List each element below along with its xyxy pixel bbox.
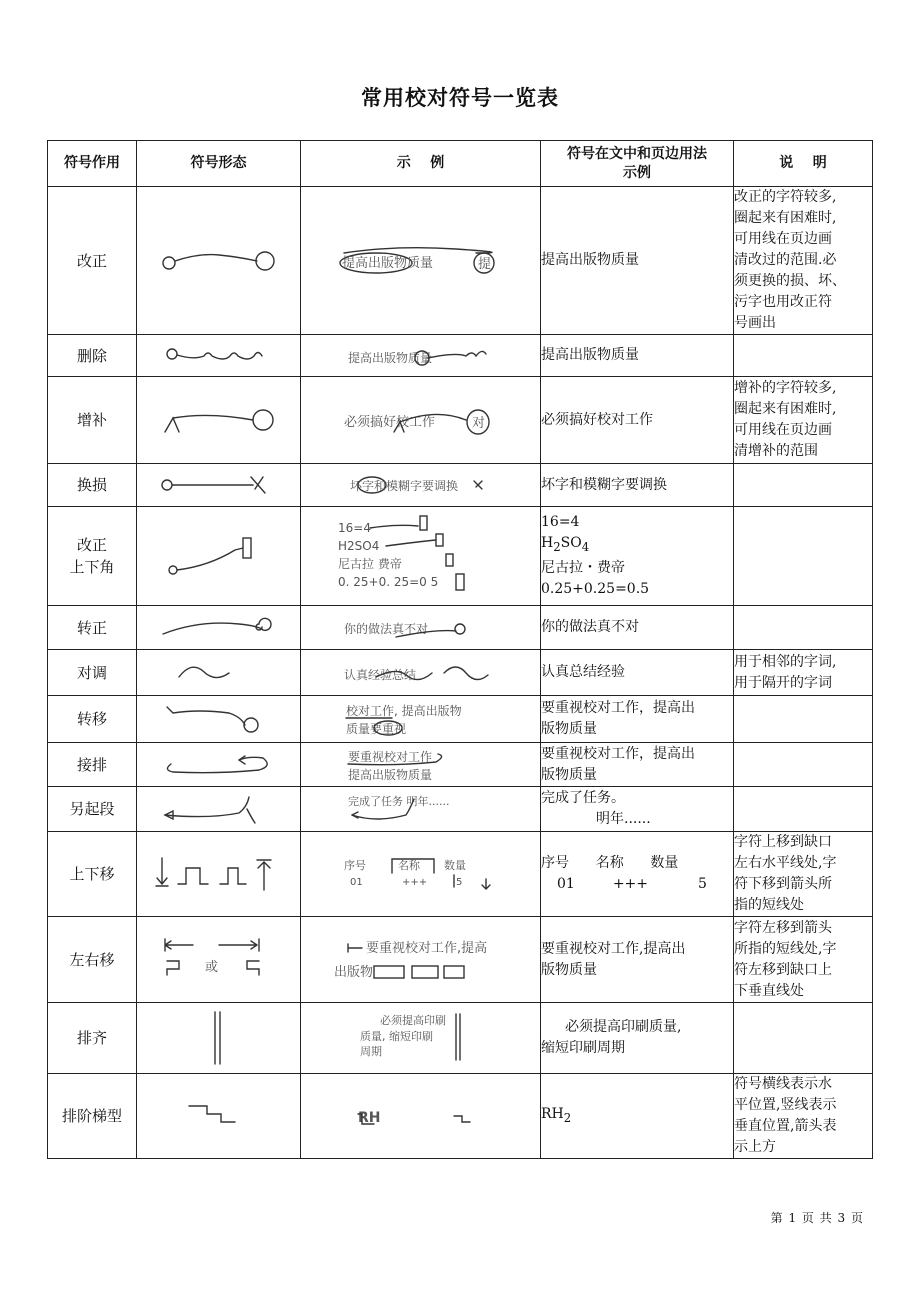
table-row bbox=[48, 787, 873, 832]
row-function: 对调 bbox=[48, 650, 137, 696]
example-text: 数量 bbox=[443, 859, 466, 872]
note-line: 可用线在页边画 bbox=[734, 231, 832, 247]
example-line: 必须提高印刷 bbox=[379, 1014, 446, 1027]
row-usage bbox=[541, 917, 734, 1003]
note-line: 指的短线处 bbox=[734, 897, 804, 913]
table-row bbox=[48, 696, 873, 743]
note-line: 清改过的范围.必 bbox=[734, 252, 837, 268]
usage-line bbox=[541, 874, 733, 895]
row-function: 转正 bbox=[48, 606, 137, 650]
row-note bbox=[734, 696, 873, 743]
usage-line bbox=[541, 533, 733, 558]
delete-symbol-icon bbox=[137, 335, 301, 377]
row-example bbox=[301, 1003, 541, 1074]
example-line: 要重视校对工作 bbox=[347, 749, 432, 764]
usage-line: 要重视校对工作,提高出 bbox=[541, 940, 686, 957]
example-mark: 提 bbox=[477, 256, 491, 272]
usage-subscript: 2 bbox=[563, 1110, 572, 1125]
header-example: 示 例 bbox=[301, 141, 541, 187]
join-symbol-icon bbox=[137, 743, 301, 787]
row-note bbox=[734, 650, 873, 696]
usage-line: 16=4 bbox=[541, 514, 580, 531]
row-example bbox=[301, 787, 541, 832]
example-text: 必须搞好校工作 bbox=[343, 415, 435, 430]
usage-subscript: 2 bbox=[553, 539, 561, 554]
row-note bbox=[734, 1074, 873, 1159]
usage-fragment: H bbox=[541, 535, 554, 552]
example-line: 0. 25+0. 25=0 5 bbox=[337, 575, 438, 589]
example-text: 提高出版物质量 bbox=[347, 350, 432, 365]
header-note: 说 明 bbox=[734, 141, 873, 187]
row-example bbox=[301, 1074, 541, 1159]
note-line: 增补的字符较多, bbox=[734, 380, 837, 396]
usage-cell: +++ bbox=[612, 876, 649, 892]
example-line: 质量, 缩短印刷 bbox=[359, 1030, 433, 1043]
example-text: 认真经验总结 bbox=[343, 667, 416, 682]
move-symbol-icon bbox=[137, 696, 301, 743]
row-note bbox=[734, 464, 873, 507]
usage-subscript: 4 bbox=[581, 539, 590, 554]
staircase-symbol-icon bbox=[137, 1074, 301, 1159]
row-example bbox=[301, 917, 541, 1003]
example-text: 名称 bbox=[397, 859, 420, 872]
usage-line: 提高出版物质量 bbox=[541, 252, 639, 268]
row-function bbox=[48, 507, 137, 606]
table-row bbox=[48, 187, 873, 335]
row-note bbox=[734, 377, 873, 464]
table-row bbox=[48, 1074, 873, 1159]
usage-line bbox=[541, 853, 733, 874]
usage-line: 你的做法真不对 bbox=[541, 619, 639, 635]
header-function: 符号作用 bbox=[48, 141, 137, 187]
usage-line: 版物质量 bbox=[541, 961, 597, 978]
row-usage bbox=[541, 696, 734, 743]
example-line: 出版物 bbox=[333, 964, 373, 980]
row-usage bbox=[541, 650, 734, 696]
usage-line: 坏字和模糊字要调换 bbox=[541, 476, 667, 493]
superscript-symbol-icon bbox=[137, 507, 301, 606]
row-example bbox=[301, 507, 541, 606]
row-example bbox=[301, 335, 541, 377]
note-line: 所指的短线处,字 bbox=[734, 940, 837, 957]
new-paragraph-symbol-icon bbox=[137, 787, 301, 832]
usage-line: 版物质量 bbox=[541, 721, 597, 737]
header-usage bbox=[541, 141, 734, 187]
example-text: 01 bbox=[349, 877, 363, 888]
example-text: 完成了任务 明年...... bbox=[347, 795, 449, 808]
row-usage bbox=[541, 606, 734, 650]
swap-symbol-icon bbox=[137, 650, 301, 696]
table-row bbox=[48, 606, 873, 650]
note-line: 字符上移到缺口 bbox=[734, 834, 832, 850]
usage-cell: 01 bbox=[557, 876, 575, 892]
row-note bbox=[734, 606, 873, 650]
header-row bbox=[48, 141, 873, 187]
note-line: 圈起来有困难时, bbox=[734, 401, 837, 417]
proofreading-symbols-table bbox=[47, 140, 873, 1159]
note-line: 字符左移到箭头 bbox=[734, 919, 832, 936]
usage-line: 认真总结经验 bbox=[541, 664, 625, 680]
correction-symbol-icon bbox=[137, 187, 301, 335]
note-line: 符下移到箭头所 bbox=[734, 876, 832, 892]
header-usage-line2: 示例 bbox=[623, 164, 651, 181]
table-row bbox=[48, 377, 873, 464]
row-function: 删除 bbox=[48, 335, 137, 377]
row-example bbox=[301, 606, 541, 650]
header-shape: 符号形态 bbox=[137, 141, 301, 187]
row-note bbox=[734, 787, 873, 832]
row-usage bbox=[541, 787, 734, 832]
note-line: 清增补的范围 bbox=[734, 443, 818, 459]
row-function: 换损 bbox=[48, 464, 137, 507]
example-text: 序号 bbox=[343, 859, 366, 872]
row-usage bbox=[541, 335, 734, 377]
row-note bbox=[734, 335, 873, 377]
row-note bbox=[734, 1003, 873, 1074]
row-note bbox=[734, 507, 873, 606]
usage-cell: 数量 bbox=[650, 855, 679, 871]
usage-line: 0.25+0.25=0.5 bbox=[541, 580, 650, 597]
row-usage bbox=[541, 187, 734, 335]
usage-line: 完成了任务。 bbox=[541, 790, 625, 806]
usage-fragment: SO bbox=[560, 535, 582, 552]
usage-line: 缩短印刷周期 bbox=[541, 1040, 625, 1056]
rotate-symbol-icon bbox=[137, 606, 301, 650]
row-note bbox=[734, 743, 873, 787]
note-line: 号画出 bbox=[734, 315, 776, 331]
usage-fragment: RH bbox=[541, 1105, 564, 1122]
usage-line: 明年...... bbox=[596, 811, 651, 827]
row-function: 排阶梯型 bbox=[48, 1074, 137, 1159]
usage-line: 要重视校对工作，提高出 bbox=[541, 700, 695, 716]
note-line: 下垂直线处 bbox=[734, 982, 804, 999]
row-usage bbox=[541, 1074, 734, 1159]
table-row bbox=[48, 832, 873, 917]
table-row bbox=[48, 917, 873, 1003]
row-function: 上下移 bbox=[48, 832, 137, 917]
row-function: 左右移 bbox=[48, 917, 137, 1003]
row-example bbox=[301, 464, 541, 507]
row-usage bbox=[541, 377, 734, 464]
note-line: 用于隔开的字词 bbox=[734, 674, 832, 691]
example-text: 提高出版物质量 bbox=[341, 255, 433, 271]
header-usage-line1: 符号在文中和页边用法 bbox=[567, 145, 707, 162]
insert-symbol-icon bbox=[137, 377, 301, 464]
align-symbol-icon bbox=[137, 1003, 301, 1074]
example-line: H2SO4 bbox=[337, 539, 379, 553]
example-text: 坏字和模糊字要调换 bbox=[349, 479, 458, 493]
example-text: RH bbox=[357, 1110, 380, 1126]
row-function: 接排 bbox=[48, 743, 137, 787]
page-footer: 第 1 页 共 3 页 bbox=[770, 1211, 864, 1225]
row-example bbox=[301, 696, 541, 743]
note-line: 圈起来有困难时, bbox=[734, 210, 837, 226]
example-text: 你的做法真不对 bbox=[343, 621, 428, 636]
row-function: 另起段 bbox=[48, 787, 137, 832]
usage-line bbox=[541, 1104, 733, 1129]
example-line: 周期 bbox=[359, 1045, 382, 1058]
row-usage bbox=[541, 1003, 734, 1074]
note-line: 改正的字符较多, bbox=[734, 189, 837, 205]
row-example bbox=[301, 650, 541, 696]
row-function: 转移 bbox=[48, 696, 137, 743]
example-line: 尼古拉 费帝 bbox=[337, 557, 402, 571]
row-example bbox=[301, 743, 541, 787]
row-function: 增补 bbox=[48, 377, 137, 464]
row-example bbox=[301, 377, 541, 464]
row-function: 改正 bbox=[48, 187, 137, 335]
row-note bbox=[734, 187, 873, 335]
function-line: 上下角 bbox=[69, 558, 115, 576]
usage-line: 必须提高印刷质量, bbox=[565, 1019, 682, 1035]
example-text: +++ bbox=[401, 877, 427, 888]
note-line: 可用线在页边画 bbox=[734, 422, 832, 438]
usage-line: 必须搞好校对工作 bbox=[541, 411, 653, 428]
note-line: 须更换的损、坏、 bbox=[734, 273, 846, 289]
row-example bbox=[301, 187, 541, 335]
vertical-move-symbol-icon bbox=[137, 832, 301, 917]
row-usage bbox=[541, 464, 734, 507]
example-text: 5 bbox=[455, 877, 462, 888]
row-usage bbox=[541, 743, 734, 787]
usage-cell: 5 bbox=[698, 876, 707, 892]
table-row bbox=[48, 464, 873, 507]
row-usage bbox=[541, 507, 734, 606]
note-line: 用于相邻的字词, bbox=[734, 653, 837, 670]
page-title: 常用校对符号一览表 bbox=[361, 86, 559, 110]
row-note bbox=[734, 917, 873, 1003]
note-line: 左右水平线处,字 bbox=[734, 855, 837, 871]
usage-cell: 序号 bbox=[541, 855, 569, 871]
note-line: 平位置,竖线表示 bbox=[734, 1097, 837, 1113]
example-line: 16=4 bbox=[337, 521, 371, 535]
table-row bbox=[48, 1003, 873, 1074]
row-example bbox=[301, 832, 541, 917]
usage-line: 提高出版物质量 bbox=[541, 347, 639, 363]
example-line: 质量要重视 bbox=[345, 722, 406, 736]
usage-line: 要重视校对工作，提高出 bbox=[541, 745, 695, 762]
table-row bbox=[48, 743, 873, 787]
table-row bbox=[48, 335, 873, 377]
note-line: 符左移到缺口上 bbox=[734, 961, 832, 978]
note-line: 污字也用改正符 bbox=[734, 294, 832, 310]
horizontal-move-symbol-icon bbox=[137, 917, 301, 1003]
note-line: 垂直位置,箭头表 bbox=[734, 1118, 837, 1134]
example-line: 提高出版物质量 bbox=[347, 767, 432, 782]
table-row bbox=[48, 650, 873, 696]
row-note bbox=[734, 832, 873, 917]
example-line: 校对工作, 提高出版物 bbox=[345, 704, 462, 718]
replace-symbol-icon bbox=[137, 464, 301, 507]
row-function: 排齐 bbox=[48, 1003, 137, 1074]
usage-line: 版物质量 bbox=[541, 766, 597, 783]
example-line: 要重视校对工作,提高 bbox=[365, 940, 487, 956]
note-line: 示上方 bbox=[734, 1139, 776, 1155]
note-line: 符号横线表示水 bbox=[734, 1076, 832, 1092]
shape-text: 或 bbox=[204, 959, 218, 975]
function-line: 改正 bbox=[76, 536, 107, 554]
usage-cell: 名称 bbox=[595, 855, 624, 871]
row-usage bbox=[541, 832, 734, 917]
usage-line: 尼古拉・费帝 bbox=[541, 559, 625, 576]
example-mark: 对 bbox=[471, 416, 485, 431]
table-row bbox=[48, 507, 873, 606]
